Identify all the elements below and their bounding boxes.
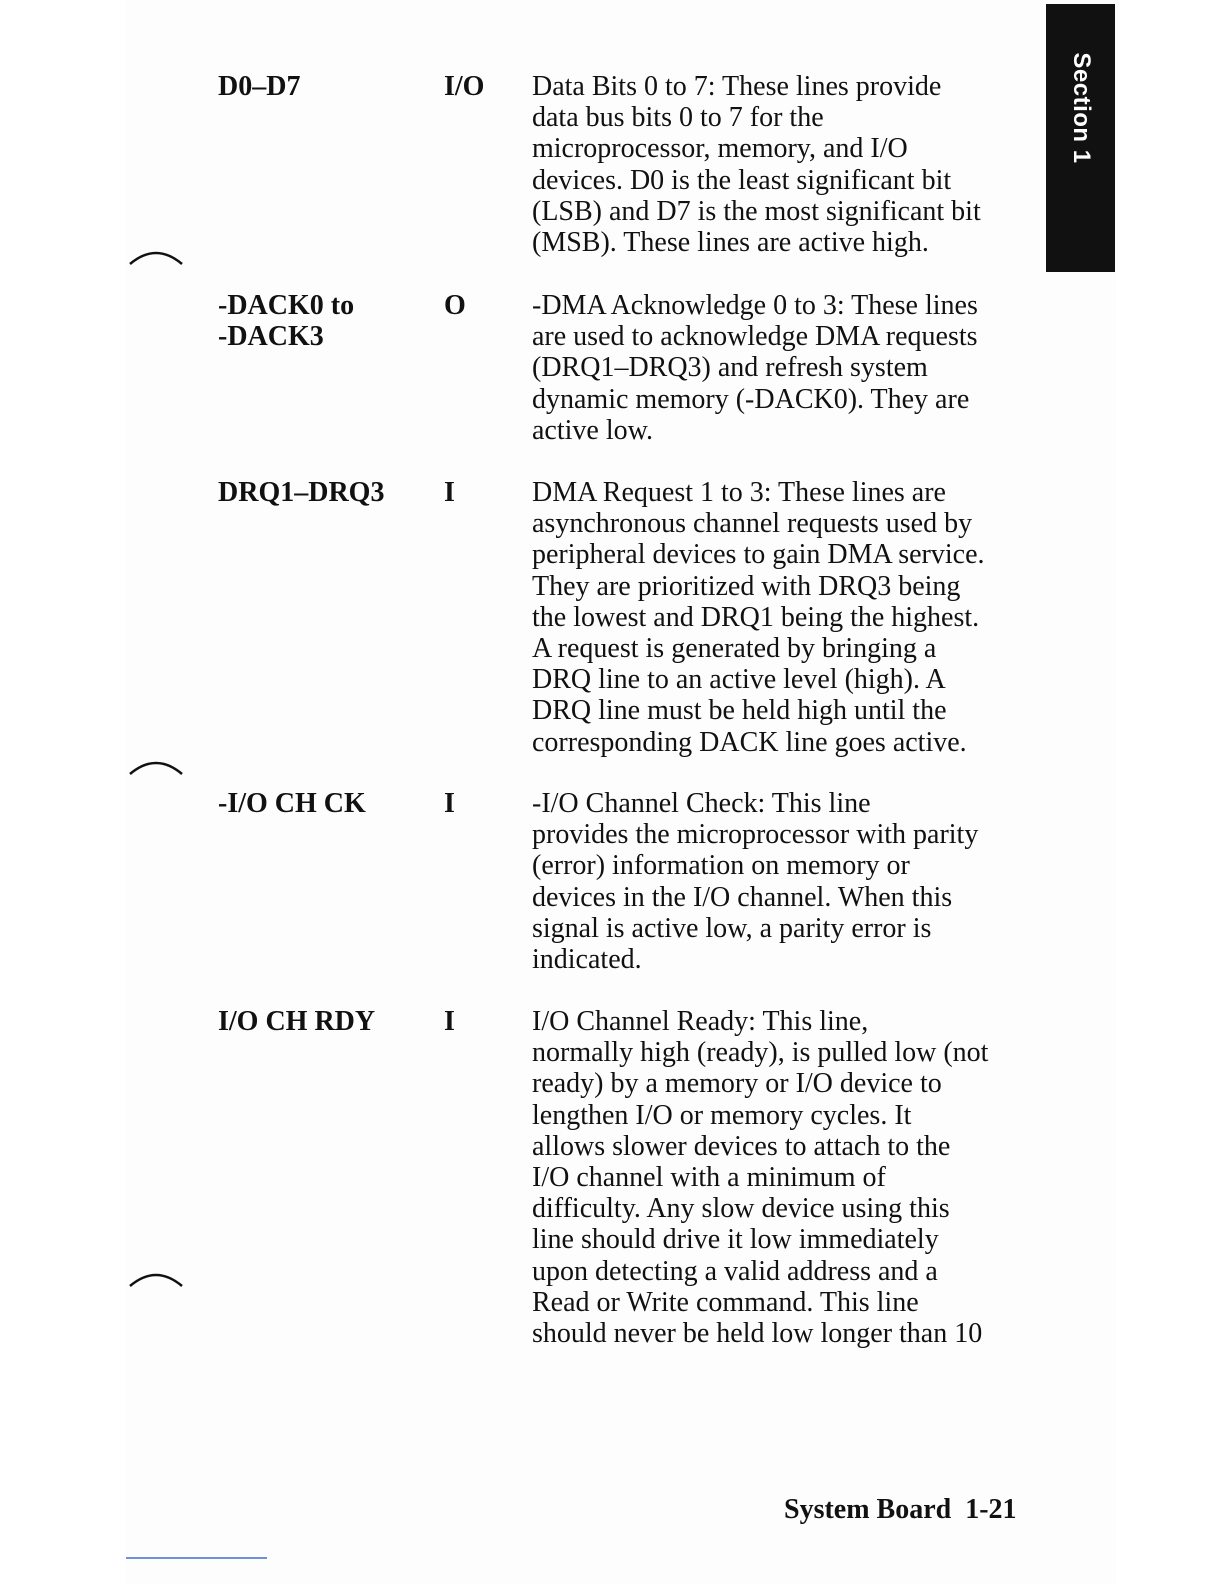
footer-title: System Board (784, 1494, 952, 1525)
description-line: I/O channel with a minimum of (532, 1162, 886, 1194)
signal-direction: I (444, 788, 455, 819)
signal-name: -DACK0 to -DACK3 (218, 290, 355, 352)
description-line: I/O Channel Ready: This line, (532, 1006, 869, 1037)
signal-name: -I/O CH CK (218, 788, 366, 819)
binder-hole-mark (128, 246, 184, 266)
description-line: active low. (532, 414, 654, 446)
signal-direction: O (444, 290, 466, 321)
description-line: DRQ line to an active level (high). A (532, 664, 946, 696)
description-line: data bus bits 0 to 7 for the (532, 102, 824, 134)
description-line: (DRQ1–DRQ3) and refresh system (532, 352, 928, 384)
page-number: 1-21 (965, 1494, 1017, 1525)
description-line: (MSB). These lines are active high. (532, 227, 929, 259)
signal-description (532, 1006, 1032, 1349)
description-line: the lowest and DRQ1 being the highest. (532, 601, 980, 633)
section-tab-label: Section 1 (1067, 52, 1095, 164)
description-line: signal is active low, a parity error is (532, 912, 932, 944)
signal-name: DRQ1–DRQ3 (218, 477, 385, 508)
description-line: should never be held low longer than 10 (532, 1318, 983, 1350)
description-line: allows slower devices to attach to the (532, 1130, 951, 1162)
signal-description (532, 71, 1032, 258)
signal-direction: I (444, 1006, 455, 1037)
description-line: Data Bits 0 to 7: These lines provide (532, 71, 942, 102)
signal-direction: I/O (444, 71, 485, 102)
bottom-rule (126, 1557, 267, 1559)
page-footer (784, 1494, 1017, 1526)
binder-hole-mark (128, 756, 184, 776)
description-line: normally high (ready), is pulled low (not (532, 1037, 989, 1069)
signal-description (532, 477, 1032, 758)
description-line: ready) by a memory or I/O device to (532, 1068, 942, 1100)
description-line: -I/O Channel Check: This line (532, 788, 871, 819)
description-line: DMA Request 1 to 3: These lines are (532, 477, 946, 508)
signal-description (532, 788, 1032, 975)
description-line: A request is generated by bringing a (532, 633, 937, 665)
description-line: microprocessor, memory, and I/O (532, 133, 908, 165)
signal-direction: I (444, 477, 455, 508)
description-line: lengthen I/O or memory cycles. It (532, 1099, 912, 1131)
description-line: devices in the I/O channel. When this (532, 881, 953, 913)
description-line: difficulty. Any slow device using this (532, 1193, 950, 1225)
description-line: provides the microprocessor with parity (532, 819, 979, 851)
description-line: asynchronous channel requests used by (532, 508, 973, 540)
description-line: They are prioritized with DRQ3 being (532, 570, 961, 602)
description-line: (LSB) and D7 is the most significant bit (532, 195, 981, 227)
description-line: indicated. (532, 944, 642, 976)
signal-name: I/O CH RDY (218, 1006, 376, 1037)
description-line: are used to acknowledge DMA requests (532, 321, 978, 353)
description-line: DRQ line must be held high until the (532, 695, 947, 727)
description-line: (error) information on memory or (532, 850, 910, 882)
binder-hole-mark (128, 1268, 184, 1288)
description-line: line should drive it low immediately (532, 1224, 939, 1256)
description-line: -DMA Acknowledge 0 to 3: These lines (532, 290, 978, 321)
signal-name: D0–D7 (218, 71, 301, 102)
signal-description (532, 290, 1032, 446)
description-line: corresponding DACK line goes active. (532, 726, 967, 758)
description-line: peripheral devices to gain DMA service. (532, 539, 985, 571)
description-line: devices. D0 is the least significant bit (532, 164, 952, 196)
section-tab (1046, 4, 1115, 272)
description-line: upon detecting a valid address and a (532, 1255, 938, 1287)
description-line: dynamic memory (-DACK0). They are (532, 383, 970, 415)
description-line: Read or Write command. This line (532, 1286, 919, 1318)
